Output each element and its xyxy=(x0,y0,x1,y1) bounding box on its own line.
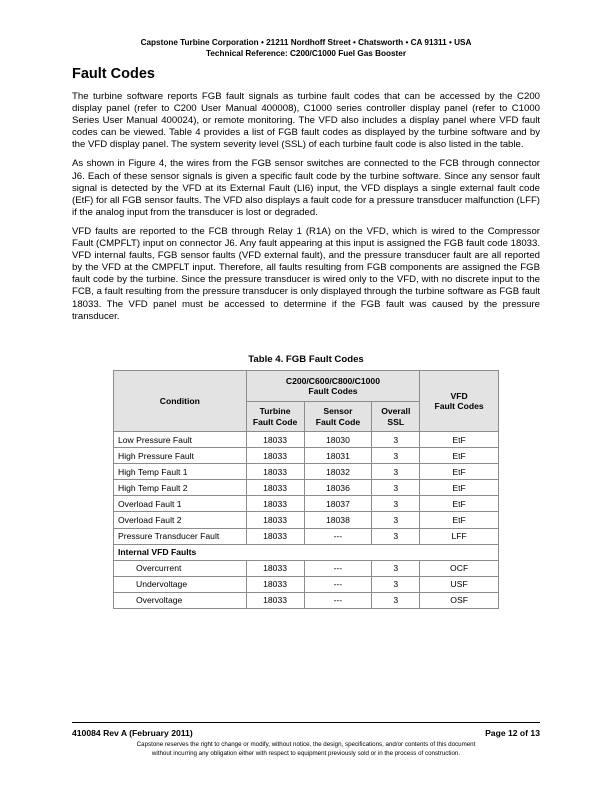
cell-turbine-code: 18033 xyxy=(246,576,304,592)
page-header xyxy=(0,37,612,59)
cell-sensor-code: 18037 xyxy=(304,496,372,512)
cell-turbine-code: 18033 xyxy=(246,496,304,512)
cell-ssl: 3 xyxy=(372,432,420,448)
table-header-row xyxy=(114,371,499,402)
cell-ssl: 3 xyxy=(372,448,420,464)
cell-vfd-code: EtF xyxy=(420,480,499,496)
cell-vfd-code: LFF xyxy=(420,528,499,544)
header-technical-reference: Technical Reference: C200/C1000 Fuel Gas Booster xyxy=(205,49,407,58)
header-turbine-fault-code: Turbine Fault Code xyxy=(246,402,304,432)
table-row xyxy=(114,496,499,512)
cell-condition: Pressure Transducer Fault xyxy=(114,528,247,544)
header-overall-ssl: Overall SSL xyxy=(372,402,420,432)
header-vfd-fault-codes: VFD Fault Codes xyxy=(420,371,499,432)
cell-turbine-code: 18033 xyxy=(246,528,304,544)
cell-turbine-code: 18033 xyxy=(246,432,304,448)
table-section-row xyxy=(114,544,499,560)
table-caption: Table 4. FGB Fault Codes xyxy=(248,354,364,365)
cell-vfd-code: EtF xyxy=(420,464,499,480)
footer-divider xyxy=(72,722,540,723)
cell-condition: Low Pressure Fault xyxy=(114,432,247,448)
cell-turbine-code: 18033 xyxy=(246,560,304,576)
cell-condition: High Pressure Fault xyxy=(114,448,247,464)
cell-condition: Overcurrent xyxy=(114,560,247,576)
cell-turbine-code: 18033 xyxy=(246,448,304,464)
fault-codes-table xyxy=(113,370,499,609)
table-row xyxy=(114,512,499,528)
cell-ssl: 3 xyxy=(372,480,420,496)
cell-turbine-code: 18033 xyxy=(246,512,304,528)
cell-ssl: 3 xyxy=(372,496,420,512)
cell-vfd-code: OSF xyxy=(420,592,499,608)
cell-sensor-code: --- xyxy=(304,560,372,576)
footer-document-id: 410084 Rev A (February 2011) xyxy=(72,728,193,738)
cell-turbine-code: 18033 xyxy=(246,480,304,496)
cell-sensor-code: 18031 xyxy=(304,448,372,464)
cell-condition: Overload Fault 1 xyxy=(114,496,247,512)
cell-sensor-code: --- xyxy=(304,576,372,592)
cell-condition: High Temp Fault 1 xyxy=(114,464,247,480)
paragraph-1: The turbine software reports FGB fault signals as turbine fault codes that can be accessed by the C200 display panel (refer to C200 User Manual 400008), C1000 series controller display panel (refer to C1000 Series User Manual 400024), or remote monitoring. The VFD also includes a display panel where VFD fault codes can be viewed. Table 4 provides a list of FGB fault codes as displayed by the turbine software and by the VFD display panel. The system severity level (SSL) of each turbine fault code is also listed in the table. xyxy=(72,91,540,151)
table-row xyxy=(114,576,499,592)
header-fault-codes-group: C200/C600/C800/C1000 Fault Codes xyxy=(246,371,420,402)
cell-condition: Overvoltage xyxy=(114,592,247,608)
cell-ssl: 3 xyxy=(372,464,420,480)
cell-ssl: 3 xyxy=(372,512,420,528)
table-row xyxy=(114,432,499,448)
table-row xyxy=(114,592,499,608)
cell-sensor-code: --- xyxy=(304,528,372,544)
section-title: Fault Codes xyxy=(72,66,155,82)
cell-vfd-code: EtF xyxy=(420,496,499,512)
table-row xyxy=(114,464,499,480)
cell-ssl: 3 xyxy=(372,560,420,576)
footer-disclaimer xyxy=(0,740,612,758)
cell-sensor-code: 18030 xyxy=(304,432,372,448)
cell-condition: Overload Fault 2 xyxy=(114,512,247,528)
header-address: Capstone Turbine Corporation • 21211 Nordhoff Street • Chatsworth • CA 91311 • USA xyxy=(140,38,472,47)
cell-turbine-code: 18033 xyxy=(246,592,304,608)
cell-turbine-code: 18033 xyxy=(246,464,304,480)
cell-ssl: 3 xyxy=(372,576,420,592)
cell-condition: High Temp Fault 2 xyxy=(114,480,247,496)
body-text xyxy=(72,91,540,330)
cell-vfd-code: USF xyxy=(420,576,499,592)
footer-page-number: Page 12 of 13 xyxy=(485,728,540,738)
cell-ssl: 3 xyxy=(372,528,420,544)
cell-sensor-code: --- xyxy=(304,592,372,608)
paragraph-3: VFD faults are reported to the FCB through Relay 1 (R1A) on the VFD, which is wired to the Compressor Fault (CMPFLT) input on connector J6. Any fault appearing at this input is assigned the FGB fault code 18033. VFD internal faults, FGB sensor faults (VFD external fault), and the pressure transducer fault are all reported by the VFD at the CMPFLT input. Therefore, all faults resulting from FGB components are assigned the FGB fault code by the turbine. Since the pressure transducer is wired only to the VFD, with no discrete input to the FCB, a fault resulting from the pressure transducer is only displayed through the turbine software as FGB fault 18033. The VFD panel must be accessed to determine if the FGB fault was caused by the pressure transducer. xyxy=(72,225,540,322)
cell-sensor-code: 18032 xyxy=(304,464,372,480)
cell-vfd-code: EtF xyxy=(420,432,499,448)
disclaimer-line-1: Capstone reserves the right to change or modify, without notice, the design, specifications, and/or contents of this document xyxy=(136,741,476,748)
paragraph-2: As shown in Figure 4, the wires from the FGB sensor switches are connected to the FCB through connector J6. Each of these sensor signals is given a specific fault code by the turbine software. Since any sensor fault signal is detected by the VFD at its External Fault (LI6) input, the VFD displays a single external fault code (EtF) for all FGB sensor faults. The VFD also displays a fault code for a pressure transducer malfunction (LFF) if the analog input from the transducer is lost or degraded. xyxy=(72,158,540,218)
header-condition: Condition xyxy=(114,371,247,432)
cell-sensor-code: 18038 xyxy=(304,512,372,528)
table-row xyxy=(114,528,499,544)
cell-ssl: 3 xyxy=(372,592,420,608)
cell-vfd-code: OCF xyxy=(420,560,499,576)
table-row xyxy=(114,480,499,496)
table-row xyxy=(114,448,499,464)
header-sensor-fault-code: Sensor Fault Code xyxy=(304,402,372,432)
cell-vfd-code: EtF xyxy=(420,448,499,464)
cell-vfd-code: EtF xyxy=(420,512,499,528)
disclaimer-line-2: without incurring any obligation either with respect to equipment previously sold or in the process of construction. xyxy=(151,750,461,757)
cell-condition: Undervoltage xyxy=(114,576,247,592)
section-label-internal-vfd-faults: Internal VFD Faults xyxy=(114,544,499,560)
cell-sensor-code: 18036 xyxy=(304,480,372,496)
table-row xyxy=(114,560,499,576)
